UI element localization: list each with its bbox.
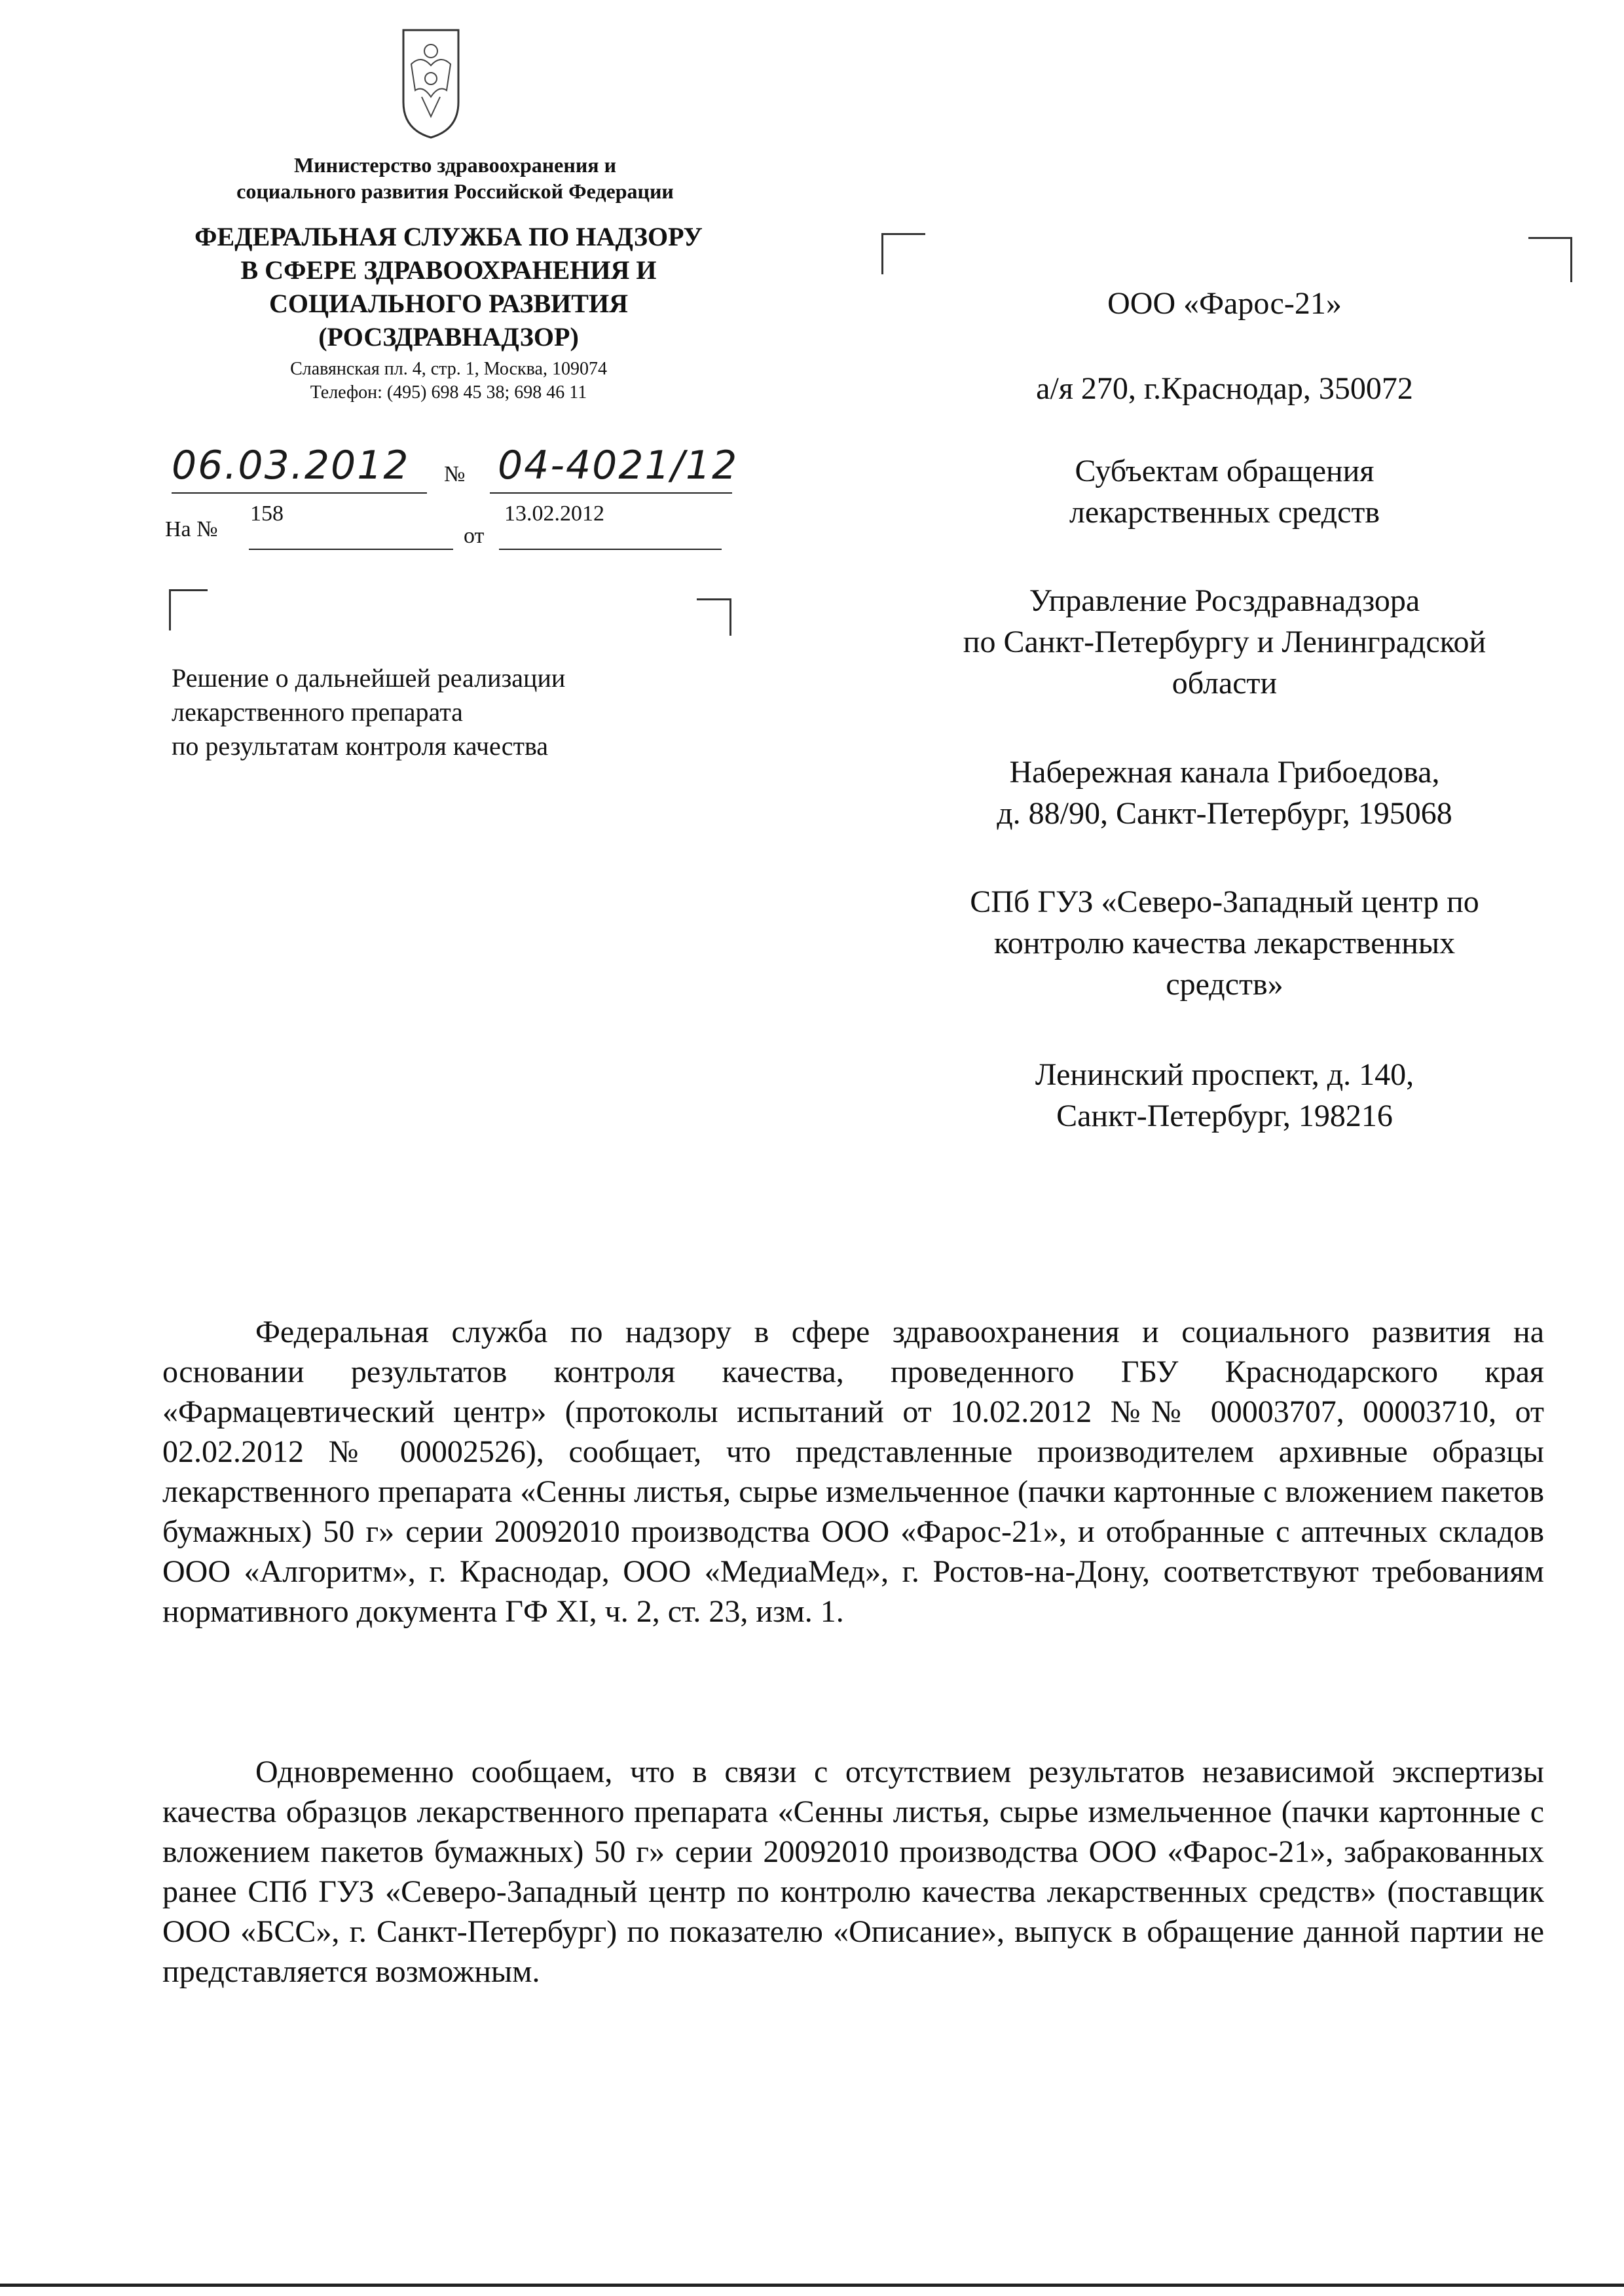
reply-date-label: от — [464, 524, 485, 548]
subject-line: по результатам контроля качества — [172, 731, 549, 761]
registration-date-underline — [172, 492, 427, 494]
body-paragraph-1: Федеральная служба по надзору в сфере здравоохранения и социального развития на основании результатов контроля качества, проведенного ГБУ Краснодарского края «Фармацевтический центр» (протоколы испытаний от 10.02.2012 №№ 00003707, 00003710, от 02.02.2012 № 00002526), сообщает, что представленные производителем архивные образцы лекарственного препарата «Сенны листья, сырье измельченное (пачки картонные с вложением пакетов бумажных) 50 г» серии 20092010 производства ООО «Фарос-21», и отобранные с аптечных складов ООО «Алгоритм», г. Краснодар, ООО «МедиаМед», г. Ростов-на-Дону, соответствуют требованиям нормативного документа ГФ XI, ч. 2, ст. 23, изм. 1. — [162, 1315, 1544, 1629]
recipient-block-2 — [864, 368, 1585, 409]
agency-name — [157, 220, 740, 354]
recipient-line: ООО «Фарос-21» — [1107, 286, 1342, 321]
subject-corner-left — [169, 589, 208, 630]
recipient-block-1 — [864, 283, 1585, 324]
recipient-line: Субъектам обращения — [1075, 454, 1375, 488]
reply-date-underline — [499, 549, 722, 550]
recipient-line: а/я 270, г.Краснодар, 350072 — [1036, 371, 1413, 406]
recipient-line: области — [1172, 666, 1278, 701]
recipient-line: Управление Росздравнадзора — [1029, 583, 1420, 618]
agency-line: СОЦИАЛЬНОГО РАЗВИТИЯ — [269, 289, 628, 318]
recipient-block-7 — [864, 1054, 1585, 1137]
page-bottom-edge — [0, 2284, 1624, 2287]
sender-address: Славянская пл. 4, стр. 1, Москва, 109074 — [290, 359, 607, 379]
ministry-line: социального развития Российской Федерации — [236, 179, 674, 203]
registration-number-underline — [490, 492, 732, 494]
sender-phone: Телефон: (495) 698 45 38; 698 46 11 — [310, 382, 587, 403]
recipient-line: контролю качества лекарственных — [993, 926, 1456, 960]
registration-number-handwritten: 04-4021/12 — [498, 443, 739, 488]
recipient-line: Набережная канала Грибоедова, — [1009, 755, 1440, 790]
recipient-block-4 — [864, 580, 1585, 704]
recipient-corner-left — [881, 233, 925, 274]
agency-line: В СФЕРЕ ЗДРАВООХРАНЕНИЯ И — [240, 255, 657, 285]
recipient-line: Санкт-Петербург, 198216 — [1056, 1099, 1393, 1133]
reply-number-label: На № — [165, 517, 218, 541]
subject-line: Решение о дальнейшей реализации — [172, 663, 566, 693]
recipient-block-5 — [864, 752, 1585, 834]
recipient-line: лекарственных средств — [1069, 495, 1380, 530]
subject-corner-right — [697, 598, 731, 636]
registration-number-symbol: № — [444, 462, 466, 486]
recipient-line: по Санкт-Петербургу и Ленинградской — [963, 625, 1486, 659]
coat-of-arms-emblem — [398, 25, 464, 141]
agency-line: (РОСЗДРАВНАДЗОР) — [318, 322, 579, 352]
agency-line: ФЕДЕРАЛЬНАЯ СЛУЖБА ПО НАДЗОРУ — [194, 222, 703, 251]
ministry-name — [164, 152, 747, 204]
reply-number-underline — [249, 549, 453, 550]
ministry-line: Министерство здравоохранения и — [293, 153, 616, 177]
recipient-corner-right — [1528, 237, 1572, 282]
reply-number: 158 — [250, 501, 284, 526]
recipient-line: Ленинский проспект, д. 140, — [1035, 1057, 1414, 1092]
recipient-block-3 — [864, 450, 1585, 533]
registration-date-handwritten: 06.03.2012 — [172, 443, 410, 488]
reply-date: 13.02.2012 — [504, 501, 604, 526]
recipient-block-6 — [864, 881, 1585, 1005]
subject-line: лекарственного препарата — [172, 697, 463, 727]
sender-contacts — [157, 357, 740, 405]
letter-subject — [172, 661, 695, 763]
recipient-line: д. 88/90, Санкт-Петербург, 195068 — [997, 796, 1452, 831]
recipient-line: средств» — [1166, 967, 1283, 1002]
body-paragraph-2: Одновременно сообщаем, что в связи с отсутствием результатов независимой экспертизы качества образцов лекарственного препарата «Сенны листья, сырье измельченное (пачки картонные с вложением пакетов бумажных) 50 г» серии 20092010 производства ООО «Фарос-21», забракованных ранее СПб ГУЗ «Северо-Западный центр по контролю качества лекарственных средств» (поставщик ООО «БСС», г. Санкт-Петербург) по показателю «Описание», выпуск в обращение данной партии не представляется возможным. — [162, 1755, 1544, 1989]
recipient-line: СПб ГУЗ «Северо-Западный центр по — [970, 884, 1479, 919]
